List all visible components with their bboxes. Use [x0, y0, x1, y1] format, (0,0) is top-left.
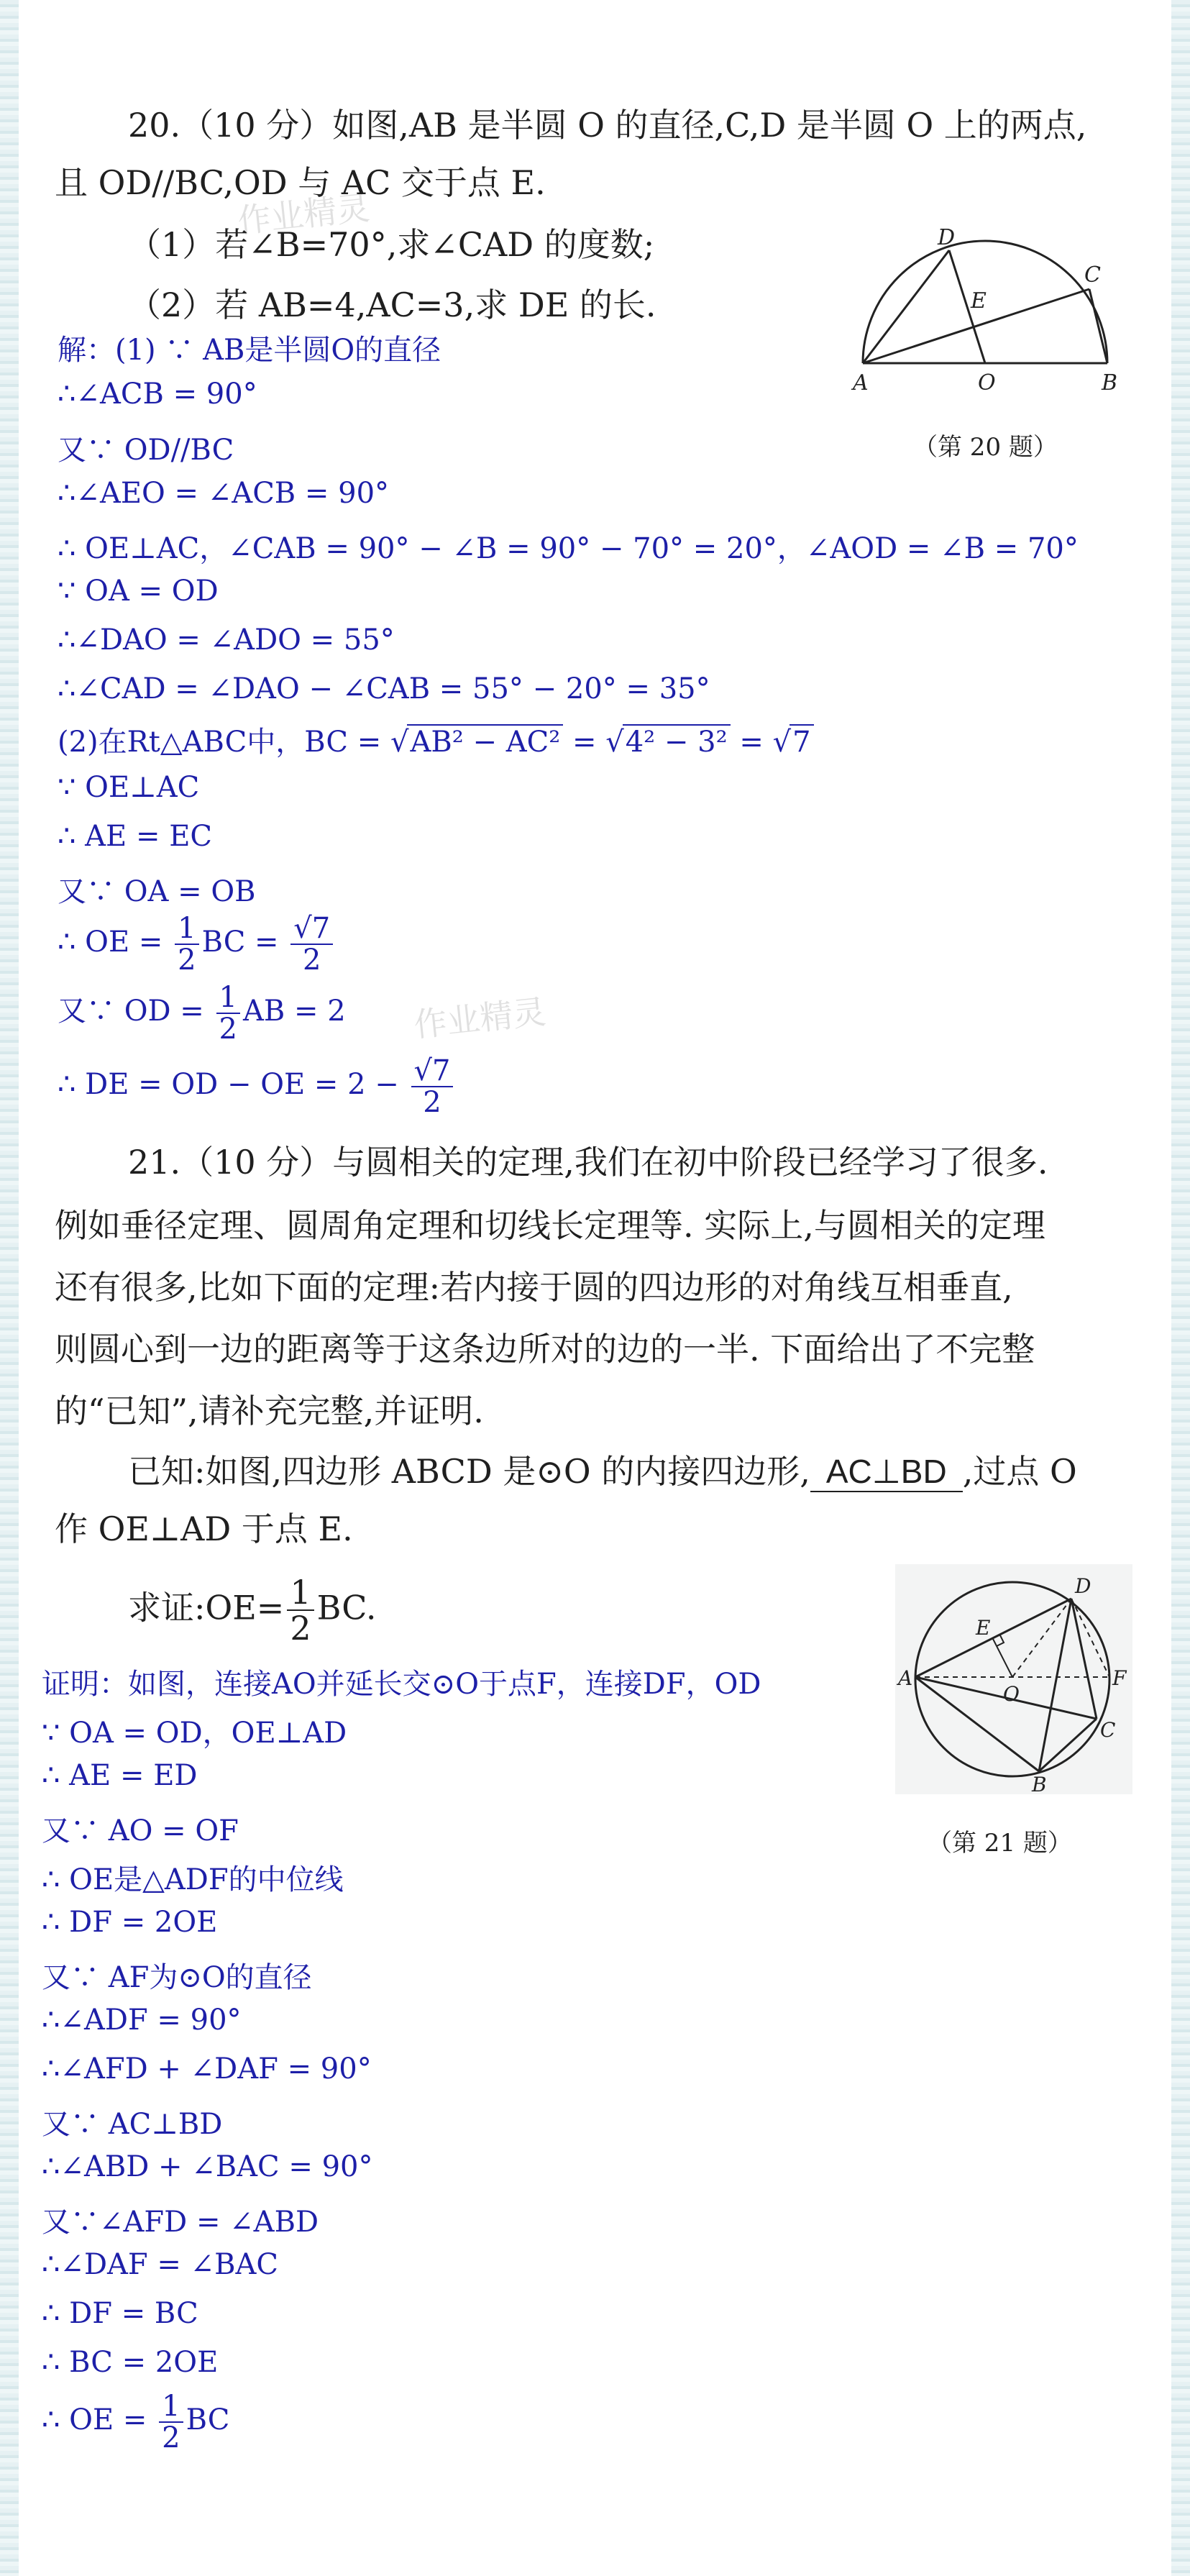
sol20-line: 又∵ OA = OB — [58, 875, 256, 908]
fig20-label-C: C — [1084, 262, 1101, 288]
sol21-line: 又∵∠AFD = ∠ABD — [42, 2206, 319, 2239]
q21-prove-text: 求证:OE= — [128, 1588, 285, 1627]
sol20-line: ∴ OE⊥AC，∠CAB = 90° − ∠B = 90° − 70° = 20°，∠AOD = ∠B = 70° — [58, 532, 1079, 565]
fig20-label-E: E — [971, 288, 987, 314]
fraction: $\frac{1}{2}$ — [175, 913, 198, 975]
fraction: $\frac{1}{2}$ — [216, 982, 240, 1044]
q21-line6 — [128, 1445, 1077, 1493]
sol21-line: ∴ OE是△ADF的中位线 — [42, 1863, 344, 1896]
q21-line3: 还有很多,比如下面的定理:若内接于圆的四边形的对角线互相垂直, — [55, 1268, 1013, 1307]
figure-20-caption: （第 20 题） — [913, 433, 1058, 462]
sol21-line: ∴ BC = 2OE — [42, 2346, 219, 2379]
sol20-l9-eq: = — [730, 726, 773, 759]
sqrt-expr: 4² − 3² — [623, 724, 731, 759]
watermark: 作业精灵 — [236, 188, 372, 240]
sol20-l15-text: ∴ DE = OD − OE = 2 − — [58, 1068, 408, 1101]
q21-prove-text: BC. — [316, 1588, 377, 1627]
fig21-label-D: D — [1075, 1574, 1091, 1598]
fig21-label-C: C — [1100, 1718, 1116, 1742]
fraction: $\frac{1}{2}$ — [287, 1575, 313, 1646]
sol20-line: 又∵ OD//BC — [58, 434, 234, 467]
sol21-line: ∴ AE = ED — [42, 1759, 198, 1792]
page-edge-right — [1171, 0, 1190, 2576]
sqrt-expr: 7 — [789, 724, 813, 759]
sol21-line: ∴∠ABD + ∠BAC = 90° — [42, 2150, 373, 2183]
sol20-line: (2)在Rt△ABC中，BC = √AB² − AC² = √4² − 3² = √7 — [58, 719, 814, 760]
sol21-line: 又∵ AO = OF — [42, 1814, 239, 1847]
sol20-l9-eq: = — [563, 726, 606, 759]
q21-line1: 21.（10 分）与圆相关的定理,我们在初中阶段已经学习了很多. — [128, 1143, 1048, 1182]
q20-line1: 20.（10 分）如图,AB 是半圆 O 的直径,C,D 是半圆 O 上的两点, — [128, 106, 1087, 145]
q21-line5: 的“已知”,请补充完整,并证明. — [55, 1392, 484, 1430]
sol20-l13-text: ∴ OE = — [58, 926, 173, 959]
sol21-l16-text: ∴ OE = — [42, 2403, 157, 2436]
fraction: $\frac{√7}{2}$ — [290, 913, 333, 975]
sol20-line: ∵ OA = OD — [58, 575, 219, 608]
fig20-label-D: D — [938, 225, 956, 250]
fig21-label-A: A — [898, 1666, 913, 1690]
sol21-line: ∴∠DAF = ∠BAC — [42, 2248, 279, 2281]
fig21-label-F: F — [1112, 1666, 1127, 1690]
sol20-line — [58, 1056, 456, 1118]
sol21-line: ∴ DF = BC — [42, 2297, 198, 2330]
q20-line2: 且 OD//BC,OD 与 AC 交于点 E. — [55, 163, 546, 202]
q21-line4: 则圆心到一边的距离等于这条边所对的边的一半. 下面给出了不完整 — [55, 1330, 1035, 1369]
fig21-label-O: O — [1003, 1682, 1020, 1706]
sol20-line: ∴∠AEO = ∠ACB = 90° — [58, 477, 390, 510]
sol21-line: 又∵ AF为⊙O的直径 — [42, 1961, 312, 1994]
sol21-line: 证明：如图，连接AO并延长交⊙O于点F，连接DF，OD — [42, 1668, 761, 1701]
fraction: $\frac{√7}{2}$ — [411, 1056, 454, 1118]
fig21-label-B: B — [1032, 1773, 1047, 1794]
q21-prove — [128, 1575, 376, 1646]
answer-blank: AC⊥BD — [810, 1452, 963, 1492]
sol20-line: ∴∠DAO = ∠ADO = 55° — [58, 624, 395, 657]
sqrt-expr: AB² − AC² — [407, 724, 563, 759]
q20-sub1: （1）若∠B=70°,求∠CAD 的度数; — [128, 225, 655, 264]
sol21-line: 又∵ AC⊥BD — [42, 2108, 223, 2141]
sol21-line: ∴∠AFD + ∠DAF = 90° — [42, 2052, 372, 2086]
sol21-l16-text: BC — [186, 2403, 230, 2436]
q21-line2: 例如垂径定理、圆周角定理和切线长定理等. 实际上,与圆相关的定理 — [55, 1206, 1045, 1245]
sol20-line: ∴ AE = EC — [58, 820, 212, 853]
watermark: 作业精灵 — [412, 992, 548, 1044]
fraction: $\frac{1}{2}$ — [159, 2391, 183, 2453]
page-edge-left — [0, 0, 19, 2576]
sol21-line: ∴ DF = 2OE — [42, 1906, 218, 1939]
figure-21-caption: （第 21 题） — [928, 1829, 1072, 1858]
sol21-line: ∵ OA = OD，OE⊥AD — [42, 1717, 347, 1750]
q20-sub2: （2）若 AB=4,AC=3,求 DE 的长. — [128, 286, 656, 324]
sol20-line — [58, 982, 346, 1044]
q21-line6-text: 已知:如图,四边形 ABCD 是⊙O 的内接四边形, — [128, 1452, 810, 1491]
q21-line7: 作 OE⊥AD 于点 E. — [55, 1509, 353, 1548]
fig20-label-A: A — [853, 370, 869, 396]
sol20-line: ∵ OE⊥AC — [58, 771, 200, 804]
sol20-line: 解：(1) ∵ AB是半圆O的直径 — [58, 334, 441, 367]
sol20-line: ∴∠CAD = ∠DAO − ∠CAB = 55° − 20° = 35° — [58, 672, 710, 705]
sol21-line: ∴∠ADF = 90° — [42, 2004, 242, 2037]
figure-21-circle — [895, 1564, 1132, 1794]
q21-line6-text: ,过点 O — [962, 1452, 1077, 1491]
sol20-line: ∴∠ACB = 90° — [58, 378, 257, 411]
fig20-label-O: O — [978, 370, 996, 396]
figure-20-semicircle — [841, 216, 1129, 403]
sol20-l14-text: 又∵ OD = — [58, 995, 214, 1028]
fig21-label-E: E — [976, 1616, 991, 1640]
sol20-l14-text: AB = 2 — [242, 995, 346, 1028]
sol20-line — [58, 913, 336, 975]
sol20-l13-text: BC = — [201, 926, 288, 959]
sol20-l9-text: (2)在Rt△ABC中，BC = — [58, 726, 390, 759]
fig20-label-B: B — [1102, 370, 1118, 396]
sol21-line — [42, 2391, 229, 2453]
